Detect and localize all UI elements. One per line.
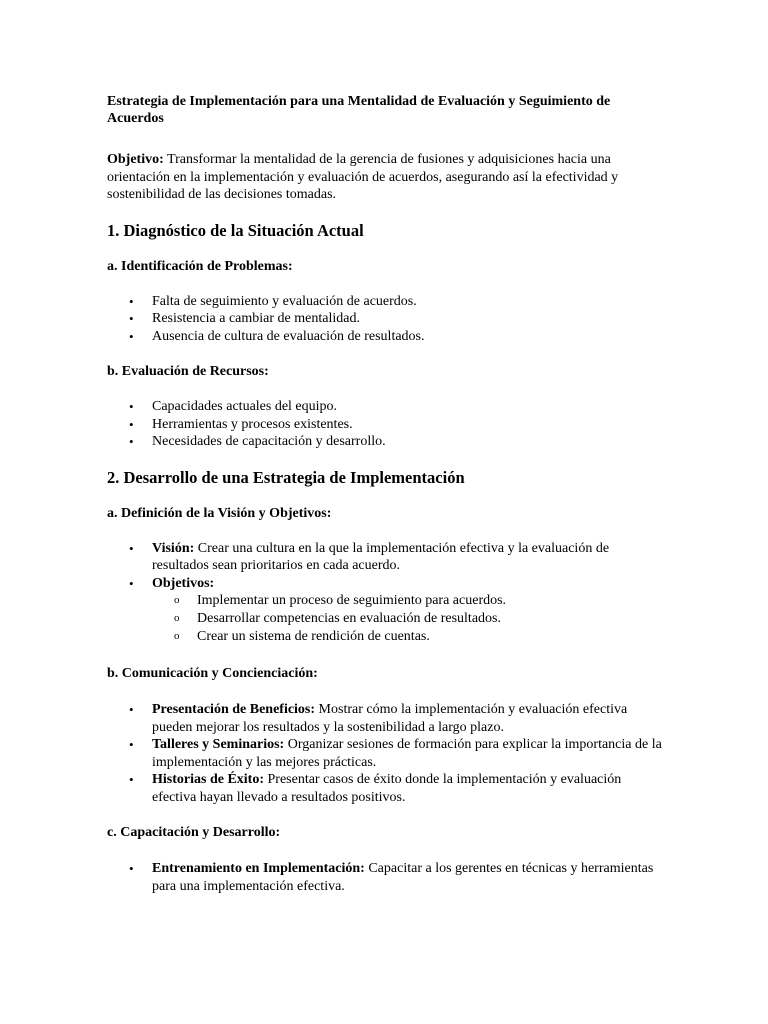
vision-label: Visión:: [152, 540, 195, 556]
communication-list: [107, 701, 662, 806]
document-title: Estrategia de Implementación para una Mentalidad de Evaluación y Seguimiento de Acuerdos: [107, 94, 611, 126]
objectives-sublist: [107, 592, 662, 646]
list-item: [107, 771, 662, 806]
item-label: Historias de Éxito:: [152, 772, 264, 787]
sublist-item: o Crear un sistema de rendición de cuentas.: [107, 628, 662, 646]
objective-text: Transformar la mentalidad de la gerencia de fusiones y adquisiciones hacia una orientación en la implementación y evaluación de acuerdos, asegurando así la efectividad y sostenibilidad de las decisiones tomadas.: [107, 152, 619, 202]
vision-text: Crear una cultura en la que la implementación efectiva y la evaluación de resultados sean prioritarios en cada acuerdo.: [152, 540, 610, 573]
objective-label: Objetivo:: [107, 152, 164, 167]
document-body: [107, 93, 662, 895]
resources-list: [107, 398, 662, 451]
item-label: Talleres y Seminarios:: [152, 737, 285, 752]
item-label: Entrenamiento en Implementación:: [152, 861, 365, 876]
list-item: • Resistencia a cambiar de mentalidad.: [107, 310, 662, 328]
objectives-label: Objetivos:: [152, 575, 215, 591]
list-item: • Necesidades de capacitación y desarrollo.: [107, 433, 662, 451]
training-list: [107, 860, 662, 895]
section-2a-heading: a. Definición de la Visión y Objetivos:: [107, 505, 332, 521]
section-1b-heading: b. Evaluación de Recursos:: [107, 364, 269, 379]
vision-item: [107, 540, 662, 575]
item-text: Presentar casos de éxito donde la implementación y evaluación efectiva hayan llevado a resultados positivos.: [152, 772, 622, 805]
vision-objectives-list: [107, 540, 662, 593]
objective-paragraph: [107, 151, 662, 204]
list-item: [107, 736, 662, 771]
sublist-item: o Implementar un proceso de seguimiento para acuerdos.: [107, 592, 662, 610]
list-item: • Ausencia de cultura de evaluación de resultados.: [107, 328, 662, 346]
item-label: Presentación de Beneficios:: [152, 702, 316, 717]
list-item: • Falta de seguimiento y evaluación de acuerdos.: [107, 293, 662, 311]
list-item: [107, 701, 662, 736]
section-1a-heading: a. Identificación de Problemas:: [107, 258, 293, 274]
section-2b-heading: b. Comunicación y Concienciación:: [107, 666, 318, 681]
list-item: • Herramientas y procesos existentes.: [107, 416, 662, 434]
section-1-heading: 1. Diagnóstico de la Situación Actual: [107, 220, 364, 240]
list-item: • Capacidades actuales del equipo.: [107, 398, 662, 416]
item-text: Organizar sesiones de formación para explicar la importancia de la implementación y las mejores prácticas.: [152, 737, 662, 770]
problems-list: [107, 293, 662, 346]
objectives-item: [107, 575, 662, 593]
item-text: Mostrar cómo la implementación y evaluación efectiva pueden mejorar los resultados y la sostenibilidad a largo plazo.: [152, 702, 628, 735]
section-2-heading: 2. Desarrollo de una Estrategia de Implementación: [107, 467, 465, 487]
sublist-item: o Desarrollar competencias en evaluación de resultados.: [107, 610, 662, 628]
list-item: [107, 860, 662, 895]
section-2c-heading: c. Capacitación y Desarrollo:: [107, 825, 281, 840]
item-text: Capacitar a los gerentes en técnicas y herramientas para una implementación efectiva.: [152, 861, 654, 894]
